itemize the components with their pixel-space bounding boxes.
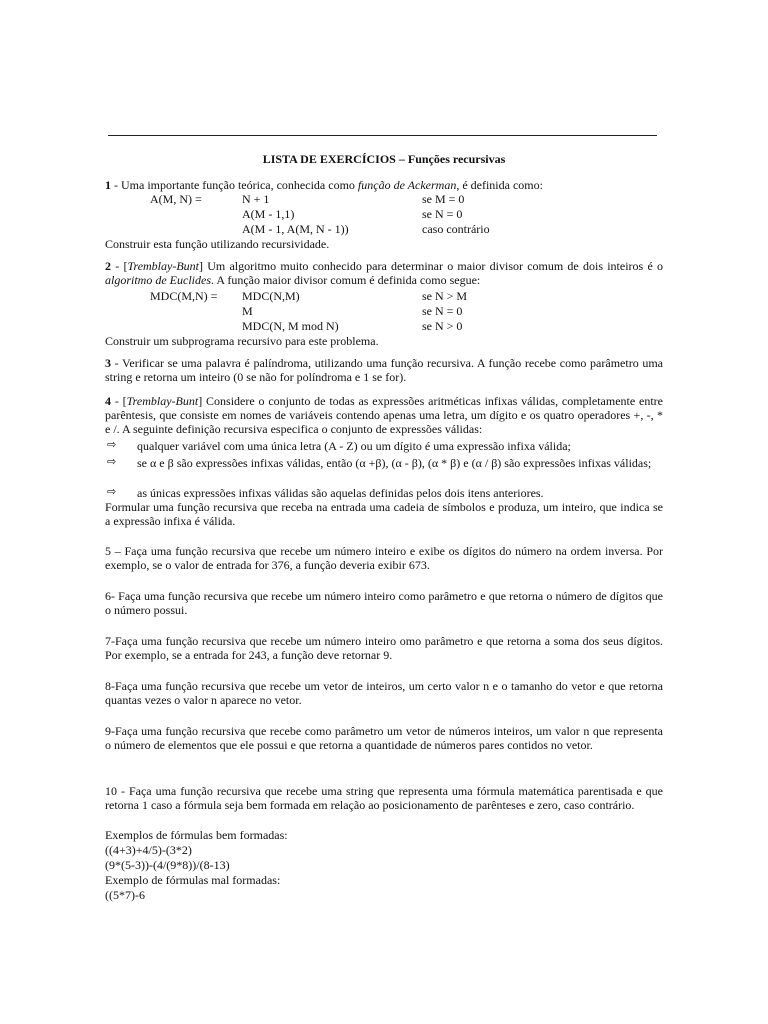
ackerman-case-cond: se M = 0 bbox=[422, 192, 465, 206]
mdc-case-expr: MDC(N, M mod N) bbox=[242, 319, 339, 333]
formula-example: ((4+3)+4/5)-(3*2) bbox=[105, 843, 192, 857]
mdc-case-cond: se N > 0 bbox=[422, 319, 463, 333]
exercise-10: 10 - Faça uma função recursiva que recebe uma string que representa uma fórmula matemática parentisada e que retorna 1 caso a fórmula seja bem formada em relação ao posicionamento de parênteses e zero, caso contrário. bbox=[105, 784, 663, 812]
exercise-4-intro: 4 - [Tremblay-Bunt] Considere o conjunto de todas as expressões aritméticas infixas válidas, completamente entre parêntesis, que consiste em nomes de variáveis contendo apenas uma letra, um dígito e os quatro operadores +, -, * e /. A seguinte definição recursiva especifica o conjunto de expressões válidas: bbox=[105, 394, 664, 436]
exercise-1-closing: Construir esta função utilizando recursividade. bbox=[105, 237, 330, 251]
top-rule bbox=[108, 135, 657, 136]
exercise-6: 6- Faça uma função recursiva que recebe um número inteiro como parâmetro e que retorna o número de dígitos que o número possui. bbox=[105, 589, 663, 617]
exercise-4-closing: Formular uma função recursiva que receba na entrada uma cadeia de símbolos e produza, um inteiro, que indica se a expressão infixa é válida. bbox=[105, 500, 663, 528]
exercise-3: 3 - Verificar se uma palavra é palíndroma, utilizando uma função recursiva. A função recebe como parâmetro uma string e retorna um inteiro (0 se não for políndroma e 1 se for). bbox=[105, 356, 663, 384]
arrow-right-icon: ⇨ bbox=[107, 438, 117, 451]
exercise-7: 7-Faça uma função recursiva que recebe um número inteiro omo parâmetro e que retorna a soma dos seus dígitos. Por exemplo, se a entrada for 243, a função deve retornar 9. bbox=[105, 634, 663, 662]
formula-example: (9*(5-3))-(4/(9*8))/(8-13) bbox=[105, 858, 230, 872]
mdc-lhs: MDC(M,N) = bbox=[150, 289, 218, 303]
exercise-9: 9-Faça uma função recursiva que recebe como parâmetro um vetor de números inteiros, um valor n que representa o número de elementos que ele possui e que retorna a quantidade de números pares contidos no vetor. bbox=[105, 724, 663, 752]
ackerman-case-cond: se N = 0 bbox=[422, 207, 463, 221]
exercise-5: 5 – Faça uma função recursiva que recebe um número inteiro e exibe os dígitos do número na ordem inversa. Por exemplo, se o valor de entrada for 376, a função deveria exibir 673. bbox=[105, 544, 663, 572]
bad-formulas-label: Exemplo de fórmulas mal formadas: bbox=[105, 873, 281, 887]
document-title: LISTA DE EXERCÍCIOS – Funções recursivas bbox=[262, 152, 506, 166]
exercise-1-intro: 1 - Uma importante função teórica, conhecida como função de Ackerman, é definida como: bbox=[105, 178, 543, 192]
formula-example: ((5*7)-6 bbox=[105, 888, 145, 902]
ackerman-case-cond: caso contrário bbox=[422, 222, 490, 236]
exercise-4-bullet: se α e β são expressões infixas válidas, então (α +β), (α - β), (α * β) e (α / β) são expressões infixas válidas; bbox=[137, 456, 652, 470]
good-formulas-label: Exemplos de fórmulas bem formadas: bbox=[105, 828, 288, 842]
arrow-right-icon: ⇨ bbox=[107, 485, 117, 498]
ackerman-case-expr: A(M - 1,1) bbox=[242, 207, 295, 221]
exercise-8: 8-Faça uma função recursiva que recebe um vetor de inteiros, um certo valor n e o tamanho do vetor e que retorna quantas vezes o valor n aparece no vetor. bbox=[105, 679, 663, 707]
exercise-4-bullet: as únicas expressões infixas válidas são aquelas definidas pelos dois itens anteriores. bbox=[137, 486, 544, 500]
exercise-4-bullet: qualquer variável com uma única letra (A - Z) ou um dígito é uma expressão infixa válida; bbox=[137, 439, 571, 453]
ackerman-lhs: A(M, N) = bbox=[150, 192, 202, 206]
ackerman-case-expr: A(M - 1, A(M, N - 1)) bbox=[242, 222, 349, 236]
mdc-case-cond: se N = 0 bbox=[422, 304, 463, 318]
mdc-case-expr: M bbox=[242, 304, 253, 318]
arrow-right-icon: ⇨ bbox=[107, 455, 117, 468]
exercise-2-closing: Construir um subprograma recursivo para este problema. bbox=[105, 334, 379, 348]
exercise-2-intro: 2 - [Tremblay-Bunt] Um algoritmo muito conhecido para determinar o maior divisor comum de dois inteiros é o algoritmo de Euclides. A função maior divisor comum é definida como segue: bbox=[105, 259, 663, 287]
mdc-case-expr: MDC(N,M) bbox=[242, 289, 300, 303]
mdc-case-cond: se N > M bbox=[422, 289, 468, 303]
ackerman-case-expr: N + 1 bbox=[242, 192, 270, 206]
